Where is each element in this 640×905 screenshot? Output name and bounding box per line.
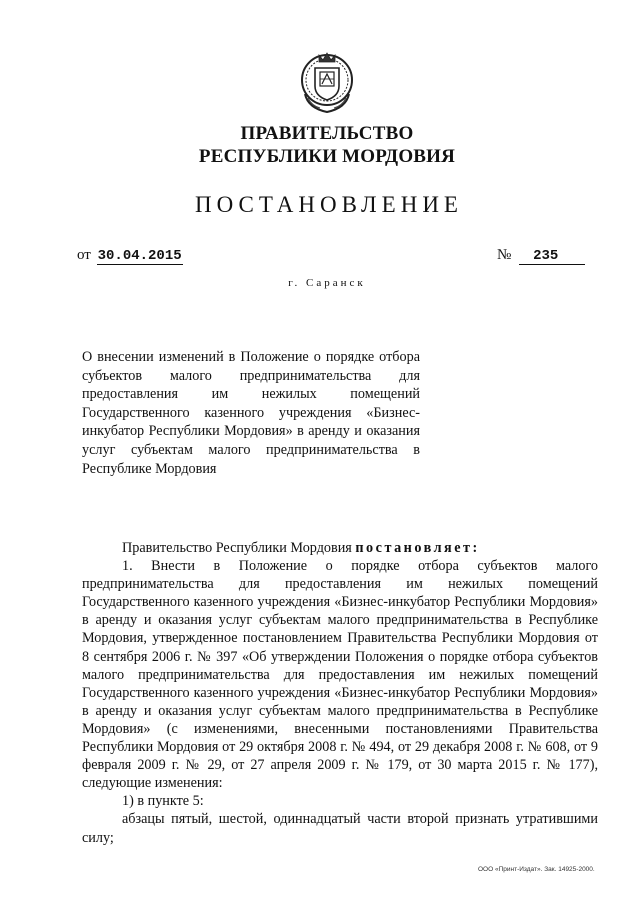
document-subject: О внесении изменений в Положение о порядке отбора субъектов малого предпринимательства для предоставления им нежилых помещений Государственного казенного учреждения «Бизнес-инкубатор Республики Мордовия» в аренду и оказания услуг субъектам малого предпринимательства в Республике Мордовия — [82, 349, 420, 477]
decree-word: постановляет: — [355, 540, 480, 556]
document-number — [497, 247, 585, 265]
intro-paragraph — [82, 539, 598, 557]
government-name — [0, 122, 640, 168]
government-line-1: ПРАВИТЕЛЬСТВО — [240, 123, 414, 144]
document-date — [77, 247, 183, 264]
intro-text: Правительство Республики Мордовия — [122, 540, 352, 556]
document-type-title: ПОСТАНОВЛЕНИЕ — [195, 192, 463, 217]
government-line-2: РЕСПУБЛИКИ МОРДОВИЯ — [198, 146, 456, 167]
date-prefix: от — [77, 247, 91, 263]
city-name: г. Саранск — [288, 277, 366, 289]
coat-of-arms-icon — [298, 50, 356, 116]
paragraph-2: 1) в пункте 5: — [122, 793, 204, 810]
document-body — [82, 539, 598, 847]
paragraph-3: абзацы пятый, шестой, одиннадцатый части второй признать утратившими силу; — [82, 811, 598, 846]
printer-note: ООО «Принт-Издат». Зак. 14925-2000. — [478, 866, 595, 873]
number-prefix: № — [497, 247, 512, 263]
paragraph-1: 1. Внести в Положение о порядке отбора субъектов малого предпринимательства для предоставления им нежилых помещений Государственного казенного учреждения «Бизнес-инкубатор Республики Мордовия» в аренду и оказания услуг субъектам малого предпринимательства в Республике Мордовия, утвержденное постановлением Правительства Республики Мордовия от 8 сентября 2006 г. № 397 «Об утверждении Положения о порядке отбора субъектов малого предпринимательства для предоставления им нежилых помещений Государственного казенного учреждения «Бизнес-инкубатор Республики Мордовия» в аренду и оказания услуг субъектам малого предпринимательства в Республике Мордовия» (с изменениями, внесенными постановлениями Правительства Республики Мордовия от 29 октября 2008 г. № 494, от 29 декабря 2008 г. № 608, от 9 февраля 2009 г. № 29, от 27 апреля 2009 г. № 179, от 30 марта 2015 г. № 177), следующие изменения: — [82, 558, 598, 792]
number-value: 235 — [519, 248, 585, 265]
date-value: 30.04.2015 — [97, 248, 182, 264]
